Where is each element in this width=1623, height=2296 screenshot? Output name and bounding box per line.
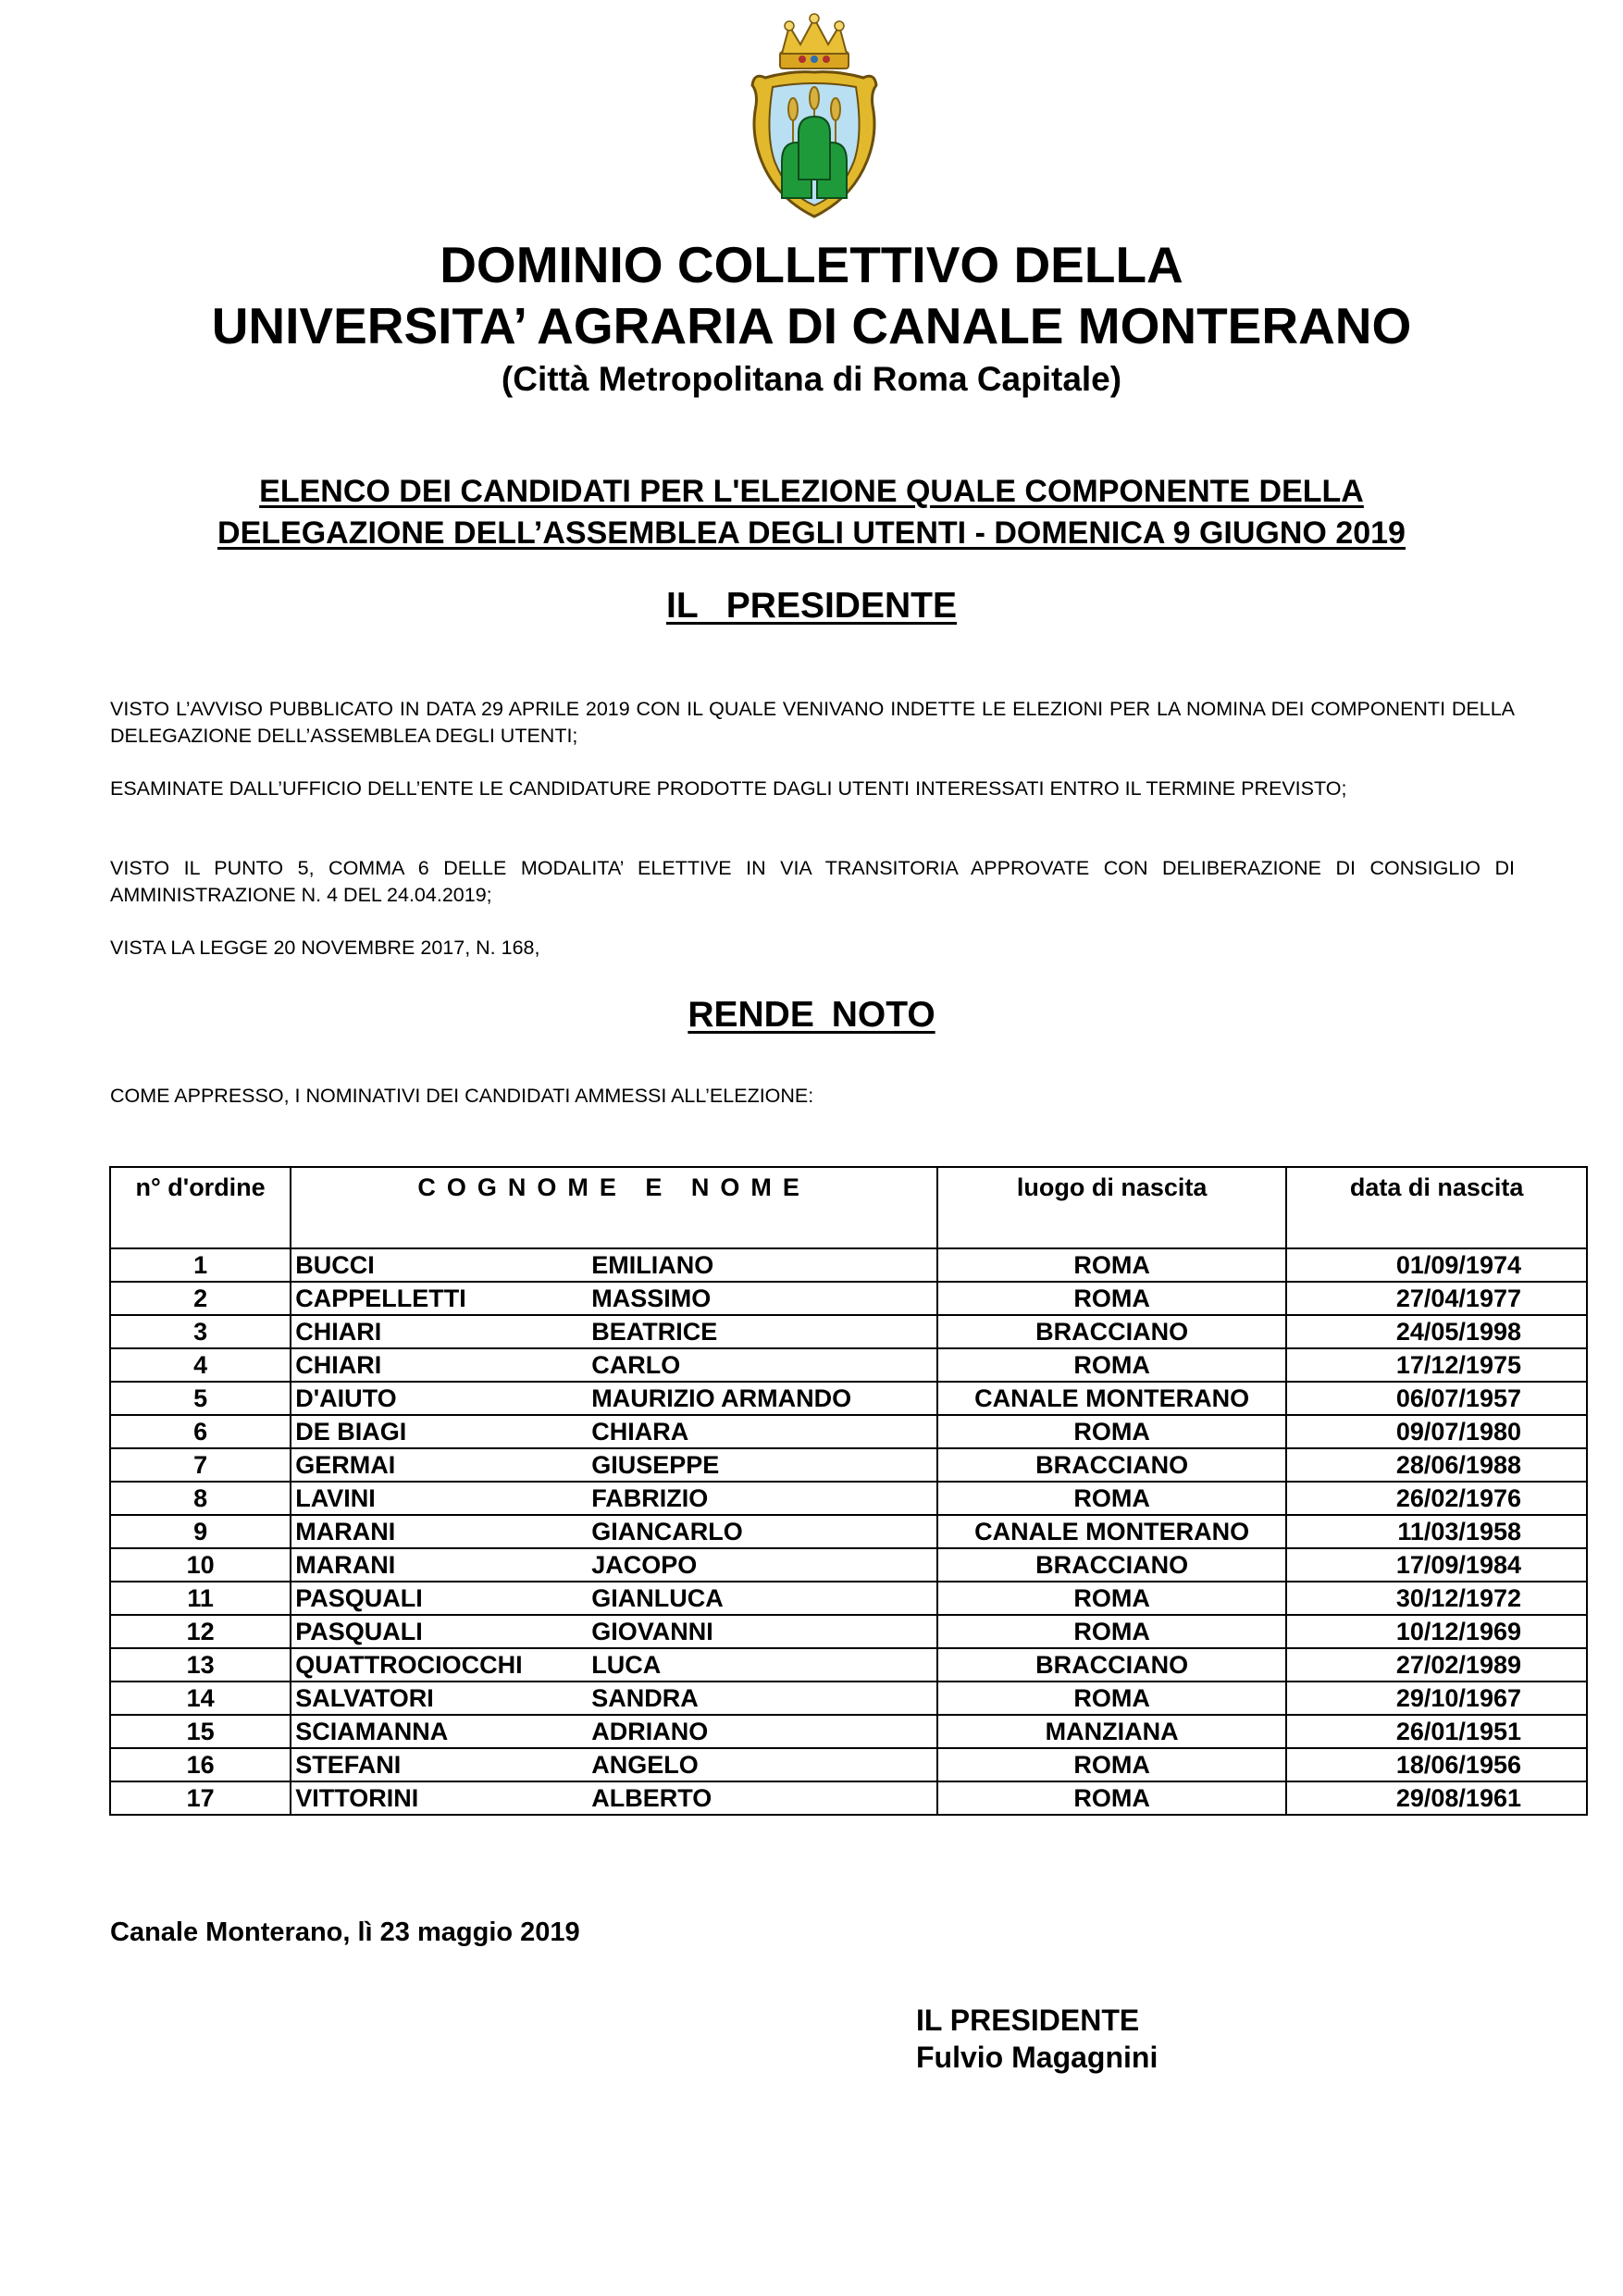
table-header-row bbox=[110, 1167, 1587, 1248]
cell-nome: GIANLUCA bbox=[591, 1584, 724, 1612]
heading-rende-noto: RENDE NOTO bbox=[688, 995, 935, 1035]
cell-data: 18/06/1956 bbox=[1286, 1748, 1587, 1781]
cell-cognome: VITTORINI bbox=[295, 1784, 419, 1812]
table-row bbox=[110, 1348, 1587, 1382]
cell-name bbox=[291, 1648, 937, 1682]
cell-luogo: ROMA bbox=[937, 1748, 1286, 1781]
cell-cognome: MARANI bbox=[295, 1518, 396, 1545]
cell-num: 11 bbox=[110, 1582, 291, 1615]
cell-nome: LUCA bbox=[591, 1651, 662, 1679]
cell-data: 29/08/1961 bbox=[1286, 1781, 1587, 1815]
cell-cognome: BUCCI bbox=[295, 1251, 375, 1279]
table-row bbox=[110, 1548, 1587, 1582]
cell-name bbox=[291, 1781, 937, 1815]
cell-cognome: SALVATORI bbox=[295, 1684, 434, 1712]
cell-name bbox=[291, 1415, 937, 1448]
cell-cognome: STEFANI bbox=[295, 1751, 402, 1779]
cell-num: 1 bbox=[110, 1248, 291, 1282]
candidates-table bbox=[109, 1166, 1588, 1816]
subject-line-1: ELENCO DEI CANDIDATI PER L'ELEZIONE QUALE COMPONENTE DELLA bbox=[259, 474, 1364, 509]
cell-name bbox=[291, 1582, 937, 1615]
cell-name bbox=[291, 1482, 937, 1515]
title-line-2: UNIVERSITA’ AGRARIA DI CANALE MONTERANO bbox=[211, 297, 1412, 354]
cell-data: 30/12/1972 bbox=[1286, 1582, 1587, 1615]
paragraph-esaminate: ESAMINATE DALL’UFFICIO DELL’ENTE LE CANDIDATURE PRODOTTE DAGLI UTENTI INTERESSATI ENTRO IL TERMINE PREVISTO; bbox=[110, 777, 1347, 800]
cell-nome: ANGELO bbox=[591, 1751, 699, 1779]
cell-nome: SANDRA bbox=[591, 1684, 699, 1712]
cell-num: 15 bbox=[110, 1715, 291, 1748]
cell-num: 3 bbox=[110, 1315, 291, 1348]
cell-data: 26/02/1976 bbox=[1286, 1482, 1587, 1515]
cell-data: 17/12/1975 bbox=[1286, 1348, 1587, 1382]
cell-nome: JACOPO bbox=[591, 1551, 698, 1579]
cell-name bbox=[291, 1682, 937, 1715]
cell-nome: FABRIZIO bbox=[591, 1484, 709, 1512]
cell-num: 7 bbox=[110, 1448, 291, 1482]
table-body bbox=[110, 1248, 1587, 1815]
table-row bbox=[110, 1448, 1587, 1482]
paragraph-vista-legge: VISTA LA LEGGE 20 NOVEMBRE 2017, N. 168, bbox=[110, 937, 540, 959]
title-line-3: (Città Metropolitana di Roma Capitale) bbox=[501, 360, 1122, 398]
cell-luogo: ROMA bbox=[937, 1615, 1286, 1648]
cell-data: 27/04/1977 bbox=[1286, 1282, 1587, 1315]
table-row bbox=[110, 1482, 1587, 1515]
paragraph-come-appresso: COME APPRESSO, I NOMINATIVI DEI CANDIDATI AMMESSI ALL’ELEZIONE: bbox=[110, 1085, 814, 1107]
signer-name: Fulvio Magagnini bbox=[916, 2041, 1158, 2074]
cell-luogo: ROMA bbox=[937, 1415, 1286, 1448]
cell-cognome: D'AIUTO bbox=[295, 1384, 397, 1412]
cell-luogo: ROMA bbox=[937, 1248, 1286, 1282]
table-row bbox=[110, 1415, 1587, 1448]
cell-data: 29/10/1967 bbox=[1286, 1682, 1587, 1715]
cell-data: 11/03/1958 bbox=[1286, 1515, 1587, 1548]
cell-cognome: PASQUALI bbox=[295, 1618, 423, 1645]
cell-data: 01/09/1974 bbox=[1286, 1248, 1587, 1282]
cell-num: 14 bbox=[110, 1682, 291, 1715]
cell-cognome: CHIARI bbox=[295, 1318, 382, 1346]
cell-cognome: CHIARI bbox=[295, 1351, 382, 1379]
cell-data: 09/07/1980 bbox=[1286, 1415, 1587, 1448]
cell-cognome: MARANI bbox=[295, 1551, 396, 1579]
cell-name bbox=[291, 1248, 937, 1282]
cell-name bbox=[291, 1615, 937, 1648]
table-row bbox=[110, 1781, 1587, 1815]
cell-nome: GIOVANNI bbox=[591, 1618, 713, 1645]
cell-data: 26/01/1951 bbox=[1286, 1715, 1587, 1748]
paragraph-visto-punto: VISTO IL PUNTO 5, COMMA 6 DELLE MODALITA’ ELETTIVE IN VIA TRANSITORIA APPROVATE CON DELIBERAZIONE DI CONSIGLIO DI AMMINISTRAZIONE N. 4 DEL 24.04.2019; bbox=[110, 857, 1515, 906]
cell-luogo: BRACCIANO bbox=[937, 1548, 1286, 1582]
cell-luogo: ROMA bbox=[937, 1682, 1286, 1715]
cell-cognome: DE BIAGI bbox=[295, 1418, 407, 1446]
cell-cognome: PASQUALI bbox=[295, 1584, 423, 1612]
cell-nome: EMILIANO bbox=[591, 1251, 714, 1279]
cell-name bbox=[291, 1715, 937, 1748]
cell-luogo: BRACCIANO bbox=[937, 1448, 1286, 1482]
paragraph-visto-avviso: VISTO L’AVVISO PUBBLICATO IN DATA 29 APRILE 2019 CON IL QUALE VENIVANO INDETTE LE ELEZIONI PER LA NOMINA DEI COMPONENTI DELLA DELEGAZIONE DELL’ASSEMBLEA DEGLI UTENTI; bbox=[110, 698, 1515, 747]
header-data: data di nascita bbox=[1286, 1167, 1587, 1248]
cell-num: 5 bbox=[110, 1382, 291, 1415]
cell-luogo: MANZIANA bbox=[937, 1715, 1286, 1748]
table-row bbox=[110, 1382, 1587, 1415]
header-luogo: luogo di nascita bbox=[937, 1167, 1286, 1248]
cell-nome: GIANCARLO bbox=[591, 1518, 743, 1545]
cell-name bbox=[291, 1515, 937, 1548]
cell-nome: MAURIZIO ARMANDO bbox=[591, 1384, 852, 1412]
cell-num: 6 bbox=[110, 1415, 291, 1448]
table-row bbox=[110, 1648, 1587, 1682]
cell-nome: CARLO bbox=[591, 1351, 681, 1379]
cell-name bbox=[291, 1748, 937, 1781]
cell-num: 8 bbox=[110, 1482, 291, 1515]
cell-luogo: ROMA bbox=[937, 1781, 1286, 1815]
place-date: Canale Monterano, lì 23 maggio 2019 bbox=[110, 1917, 580, 1947]
cell-name bbox=[291, 1315, 937, 1348]
cell-num: 10 bbox=[110, 1548, 291, 1582]
cell-luogo: ROMA bbox=[937, 1348, 1286, 1382]
cell-name bbox=[291, 1282, 937, 1315]
cell-name bbox=[291, 1448, 937, 1482]
cell-nome: ALBERTO bbox=[591, 1784, 712, 1812]
cell-cognome: SCIAMANNA bbox=[295, 1718, 449, 1745]
cell-luogo: BRACCIANO bbox=[937, 1648, 1286, 1682]
table-row bbox=[110, 1615, 1587, 1648]
cell-num: 2 bbox=[110, 1282, 291, 1315]
cell-luogo: ROMA bbox=[937, 1582, 1286, 1615]
cell-luogo: CANALE MONTERANO bbox=[937, 1382, 1286, 1415]
cell-num: 16 bbox=[110, 1748, 291, 1781]
cell-num: 12 bbox=[110, 1615, 291, 1648]
cell-num: 9 bbox=[110, 1515, 291, 1548]
table-row bbox=[110, 1582, 1587, 1615]
table-row bbox=[110, 1515, 1587, 1548]
table-row bbox=[110, 1248, 1587, 1282]
cell-data: 17/09/1984 bbox=[1286, 1548, 1587, 1582]
cell-name bbox=[291, 1348, 937, 1382]
cell-num: 4 bbox=[110, 1348, 291, 1382]
table-row bbox=[110, 1715, 1587, 1748]
cell-cognome: CAPPELLETTI bbox=[295, 1285, 466, 1312]
cell-nome: BEATRICE bbox=[591, 1318, 718, 1346]
cell-num: 13 bbox=[110, 1648, 291, 1682]
table-row bbox=[110, 1748, 1587, 1781]
cell-nome: GIUSEPPE bbox=[591, 1451, 720, 1479]
table-row bbox=[110, 1315, 1587, 1348]
cell-cognome: QUATTROCIOCCHI bbox=[295, 1651, 523, 1679]
header-name: COGNOME E NOME bbox=[291, 1167, 937, 1248]
cell-data: 06/07/1957 bbox=[1286, 1382, 1587, 1415]
table-row bbox=[110, 1682, 1587, 1715]
coat-of-arms-icon bbox=[745, 13, 884, 221]
cell-num: 17 bbox=[110, 1781, 291, 1815]
subject-line-2: DELEGAZIONE DELL’ASSEMBLEA DEGLI UTENTI - DOMENICA 9 GIUGNO 2019 bbox=[217, 515, 1406, 551]
cell-name bbox=[291, 1548, 937, 1582]
cell-luogo: CANALE MONTERANO bbox=[937, 1515, 1286, 1548]
cell-nome: MASSIMO bbox=[591, 1285, 712, 1312]
signer-title: IL PRESIDENTE bbox=[916, 2004, 1140, 2037]
cell-nome: ADRIANO bbox=[591, 1718, 709, 1745]
table-row bbox=[110, 1282, 1587, 1315]
header-num: n° d'ordine bbox=[110, 1167, 291, 1248]
cell-nome: CHIARA bbox=[591, 1418, 689, 1446]
cell-luogo: ROMA bbox=[937, 1282, 1286, 1315]
cell-luogo: BRACCIANO bbox=[937, 1315, 1286, 1348]
title-line-1: DOMINIO COLLETTIVO DELLA bbox=[440, 236, 1183, 293]
cell-data: 10/12/1969 bbox=[1286, 1615, 1587, 1648]
cell-cognome: LAVINI bbox=[295, 1484, 376, 1512]
cell-data: 27/02/1989 bbox=[1286, 1648, 1587, 1682]
cell-name bbox=[291, 1382, 937, 1415]
heading-il-presidente: IL PRESIDENTE bbox=[665, 586, 957, 626]
cell-luogo: ROMA bbox=[937, 1482, 1286, 1515]
crown-icon bbox=[780, 14, 849, 68]
cell-data: 28/06/1988 bbox=[1286, 1448, 1587, 1482]
cell-data: 24/05/1998 bbox=[1286, 1315, 1587, 1348]
cell-cognome: GERMAI bbox=[295, 1451, 396, 1479]
